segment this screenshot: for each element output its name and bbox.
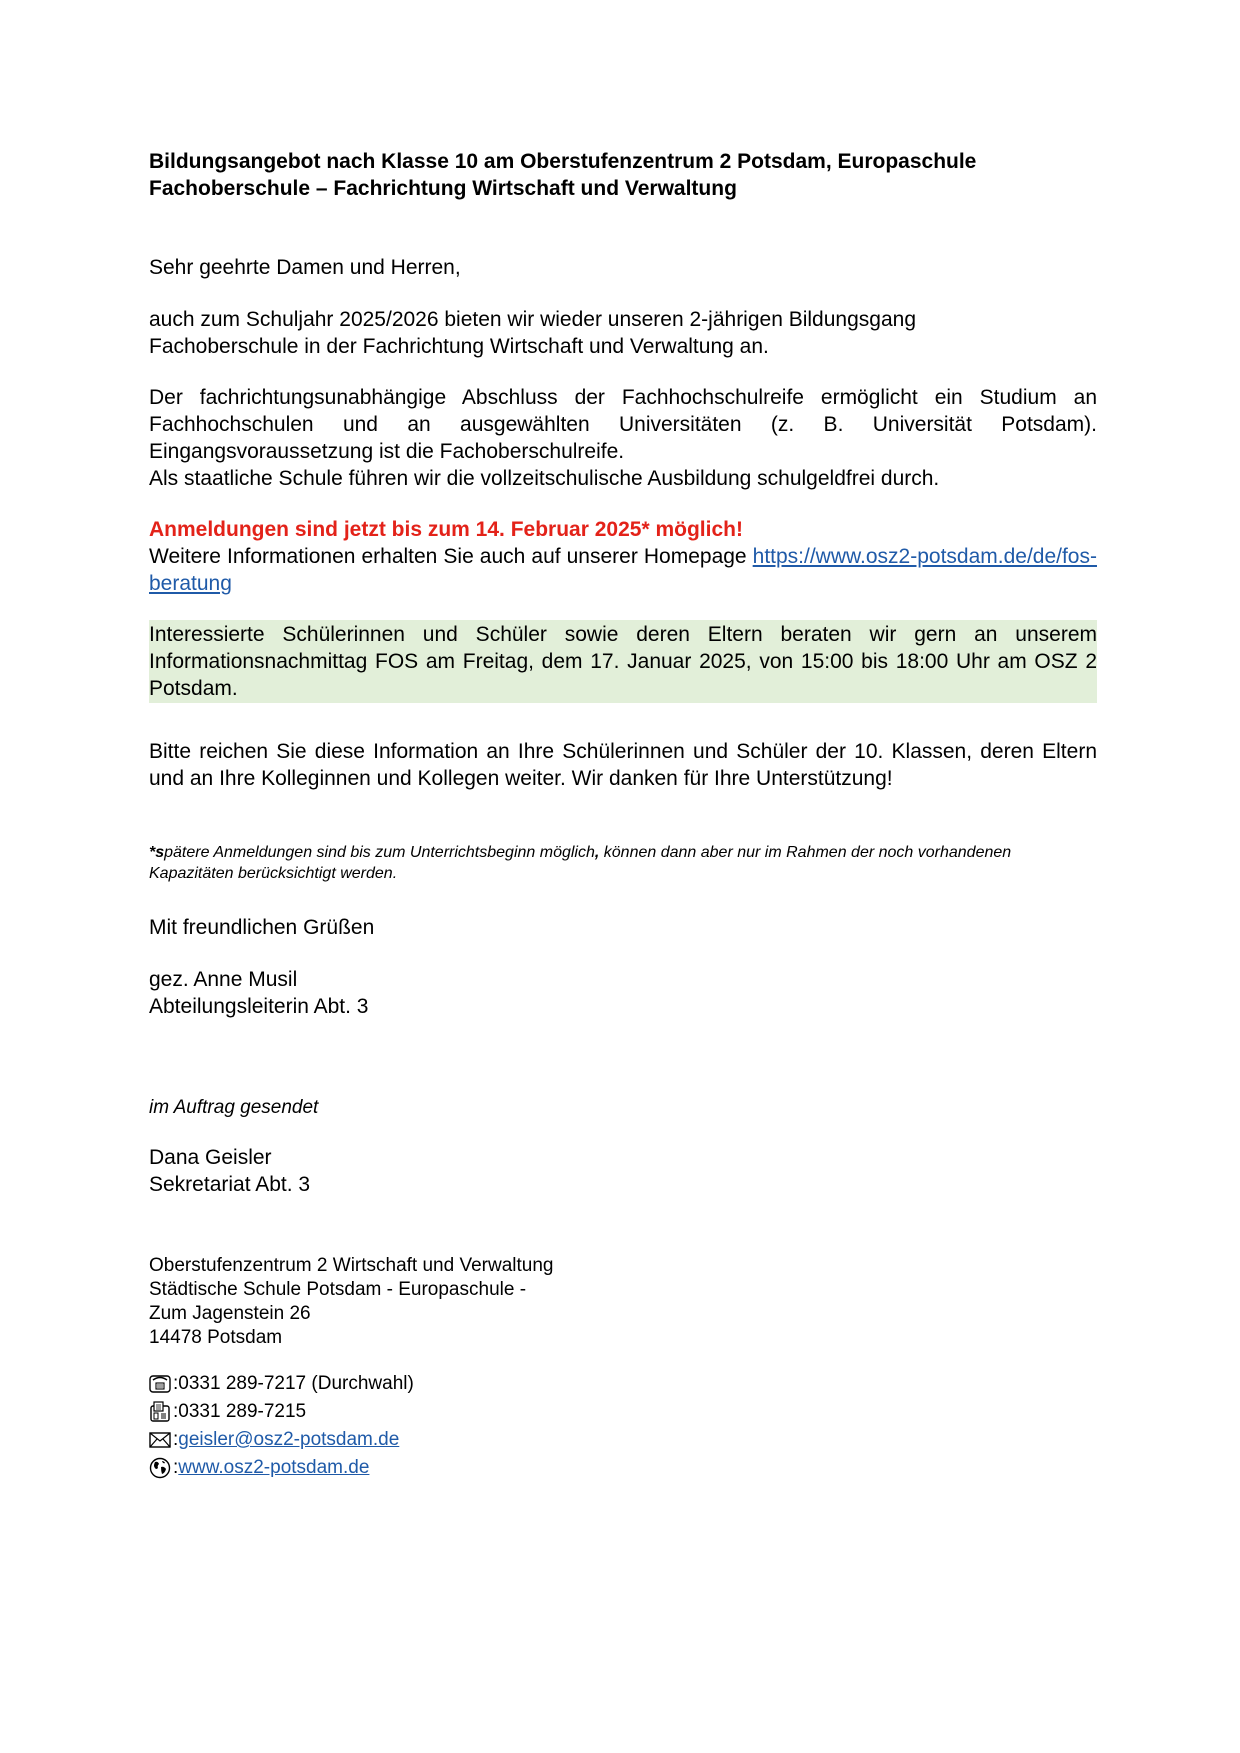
registration-block	[149, 516, 1097, 597]
footnote-marker: *s	[149, 844, 165, 861]
contact-web-link[interactable]: www.osz2-potsdam.de	[178, 1457, 370, 1478]
fax-icon	[149, 1401, 171, 1423]
paragraph-program-offer: auch zum Schuljahr 2025/2026 bieten wir wieder unseren 2-jährigen Bildungsgang Fachoberschule in der Fachrichtung Wirtschaft und Verwaltung an.	[149, 308, 916, 358]
contact-fax-value: 0331 289-7215	[178, 1401, 307, 1422]
info-afternoon-highlight: Interessierte Schülerinnen und Schüler sowie deren Eltern beraten wir gern an unserem Informationsnachmittag FOS am Freitag, dem 17. Januar 2025, von 15:00 bis 18:00 Uhr am OSZ 2 Potsdam.	[149, 620, 1097, 703]
contact-web	[149, 1454, 1097, 1482]
telephone-icon	[149, 1373, 171, 1395]
contact-email	[149, 1426, 1097, 1454]
address-line-2: Städtische Schule Potsdam - Europaschule -	[149, 1279, 527, 1300]
contact-list	[149, 1370, 1097, 1482]
footnote-text-a: pätere Anmeldungen sind bis zum Unterrichtsbeginn möglich	[164, 844, 595, 861]
contact-phone-value: 0331 289-7217 (Durchwahl)	[178, 1373, 414, 1394]
address-line-4: 14478 Potsdam	[149, 1327, 283, 1348]
contact-fax-sep: :	[173, 1401, 179, 1422]
school-address	[149, 1254, 1097, 1350]
fos-beratung-link[interactable]: https://www.osz2-potsdam.de/de/fos-beratung	[149, 545, 1097, 595]
contact-web-sep: :	[173, 1457, 179, 1478]
address-line-3: Zum Jagenstein 26	[149, 1303, 311, 1324]
signature-name: gez. Anne Musil	[149, 968, 298, 991]
paragraph-forward-request: Bitte reichen Sie diese Information an Ihre Schülerinnen und Schüler der 10. Klassen, deren Eltern und an Ihre Kolleginnen und Kollegen weiter. Wir danken für Ihre Unterstützung!	[149, 740, 1097, 790]
sender-block	[149, 1144, 1097, 1198]
footnote-text-b: können dann aber nur im Rahmen der noch vorhandenen Kapazitäten berücksichtigt werden.	[149, 844, 1012, 882]
signature-role: Abteilungsleiterin Abt. 3	[149, 995, 369, 1018]
signature-block	[149, 966, 1097, 1020]
on-behalf-note: im Auftrag gesendet	[149, 1097, 319, 1118]
sender-name: Dana Geisler	[149, 1146, 272, 1169]
globe-icon	[149, 1457, 171, 1479]
tuition-free-text: Als staatliche Schule führen wir die vollzeitschulische Ausbildung schulgeldfrei durch.	[149, 467, 940, 490]
contact-email-link[interactable]: geisler@osz2-potsdam.de	[178, 1429, 400, 1450]
footnote	[149, 842, 1059, 884]
address-line-1: Oberstufenzentrum 2 Wirtschaft und Verwaltung	[149, 1255, 554, 1276]
contact-fax	[149, 1398, 1097, 1426]
document-title	[149, 148, 1097, 202]
contact-phone	[149, 1370, 1097, 1398]
contact-phone-sep: :	[173, 1373, 179, 1394]
title-line-2: Fachoberschule – Fachrichtung Wirtschaft und Verwaltung	[149, 177, 737, 200]
sender-role: Sekretariat Abt. 3	[149, 1173, 311, 1196]
qualification-text: Der fachrichtungsunabhängige Abschluss der Fachhochschulreife ermöglicht ein Studium an Fachhochschulen und an ausgewählten Universitäten (z. B. Universität Potsdam). Eingangsvoraussetzung ist die Fachoberschulreife.	[149, 386, 1097, 463]
homepage-info	[149, 543, 1097, 597]
footnote-comma: ,	[594, 844, 600, 861]
letter-page	[149, 0, 1097, 1753]
paragraph-qualification	[149, 384, 1097, 492]
registration-deadline: Anmeldungen sind jetzt bis zum 14. Februar 2025* möglich!	[149, 518, 743, 541]
homepage-info-text: Weitere Informationen erhalten Sie auch auf unserer Homepage	[149, 545, 747, 568]
title-line-1: Bildungsangebot nach Klasse 10 am Oberstufenzentrum 2 Potsdam, Europaschule	[149, 150, 977, 173]
closing: Mit freundlichen Grüßen	[149, 916, 375, 939]
envelope-icon	[149, 1429, 171, 1451]
salutation: Sehr geehrte Damen und Herren,	[149, 256, 461, 279]
contact-email-sep: :	[173, 1429, 179, 1450]
